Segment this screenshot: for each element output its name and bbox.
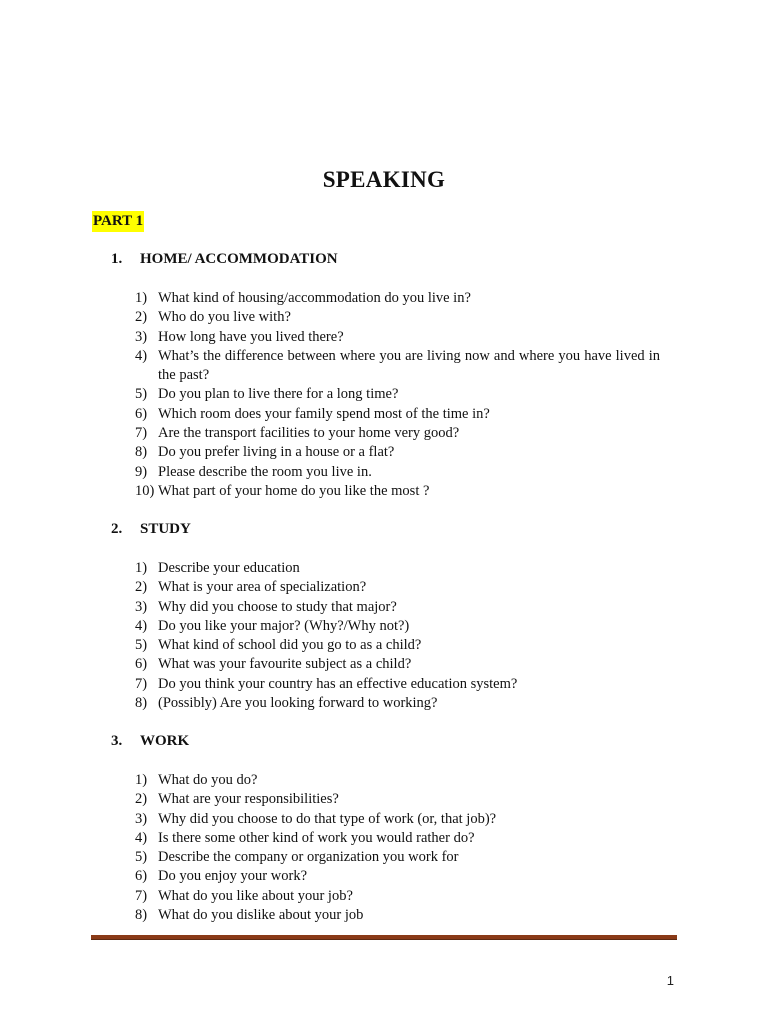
- question-number: 2): [135, 791, 148, 808]
- question-number: 8): [135, 444, 148, 461]
- question-text: (Possibly) Are you looking forward to working?: [158, 695, 438, 712]
- question-text: How long have you lived there?: [158, 328, 344, 345]
- question-text: What do you do?: [158, 772, 258, 788]
- question-text: What part of your home do you like the most ?: [158, 482, 430, 499]
- list-item: [0, 771, 768, 790]
- question-number: 6): [135, 868, 148, 885]
- question-number: 1): [135, 772, 148, 788]
- question-number: 4): [135, 829, 148, 846]
- list-item: [0, 385, 768, 404]
- question-number: 9): [135, 463, 148, 480]
- list-item: [0, 443, 768, 462]
- question-text: Do you like your major? (Why?/Why not?): [158, 617, 410, 634]
- list-item: [0, 887, 768, 906]
- part-label: PART 1: [92, 211, 144, 232]
- list-item: [0, 790, 768, 809]
- list-item: [0, 617, 768, 636]
- question-text: Describe your education: [158, 560, 300, 576]
- list-item: [0, 636, 768, 655]
- question-number: 3): [135, 328, 148, 345]
- list-item: [0, 655, 768, 674]
- question-text: What do you dislike about your job: [158, 907, 364, 924]
- question-number: 4): [135, 347, 148, 364]
- question-text: Are the transport facilities to your home very good?: [158, 425, 460, 442]
- section-heading: [111, 732, 189, 751]
- list-item: [0, 578, 768, 597]
- footer-divider: [91, 935, 677, 940]
- question-text: Do you plan to live there for a long time?: [158, 386, 399, 403]
- question-number: 5): [135, 637, 148, 654]
- list-item: [0, 347, 768, 386]
- question-text: What are your responsibilities?: [158, 791, 339, 808]
- list-item: [0, 482, 768, 501]
- list-item: [0, 424, 768, 443]
- section-title: HOME/ ACCOMMODATION: [140, 251, 338, 267]
- question-text: Do you enjoy your work?: [158, 868, 308, 885]
- section-number: 3.: [111, 733, 123, 749]
- question-number: 6): [135, 405, 148, 422]
- question-number: 5): [135, 849, 148, 866]
- question-number: 3): [135, 598, 148, 615]
- question-number: 7): [135, 887, 148, 904]
- question-text: What do you like about your job?: [158, 887, 353, 904]
- question-number: 1): [135, 290, 148, 306]
- list-item: [0, 829, 768, 848]
- question-list: [0, 289, 768, 501]
- question-text: Do you prefer living in a house or a flat?: [158, 444, 395, 461]
- list-item: [0, 848, 768, 867]
- question-number: 10): [135, 482, 155, 499]
- question-number: 2): [135, 309, 148, 326]
- question-text: What’s the difference between where you are living now and where you have lived in the past?: [158, 347, 660, 384]
- question-text: Please describe the room you live in.: [158, 463, 372, 480]
- question-number: 7): [135, 675, 148, 692]
- question-number: 3): [135, 810, 148, 827]
- list-item: [0, 867, 768, 886]
- list-item: [0, 328, 768, 347]
- question-list: [0, 771, 768, 925]
- question-number: 5): [135, 386, 148, 403]
- question-text: Is there some other kind of work you would rather do?: [158, 829, 475, 846]
- question-number: 8): [135, 695, 148, 712]
- question-text: What kind of housing/accommodation do you live in?: [158, 290, 471, 306]
- question-text: What is your area of specialization?: [158, 579, 367, 596]
- list-item: [0, 810, 768, 829]
- question-text: Why did you choose to do that type of work (or, that job)?: [158, 810, 497, 827]
- list-item: [0, 308, 768, 327]
- question-text: What was your favourite subject as a child?: [158, 656, 412, 673]
- question-text: Which room does your family spend most of the time in?: [158, 405, 490, 422]
- list-item: [0, 289, 768, 308]
- question-number: 2): [135, 579, 148, 596]
- section-heading: [111, 520, 191, 539]
- page-number: 1: [666, 973, 674, 988]
- question-number: 8): [135, 907, 148, 924]
- question-text: Who do you live with?: [158, 309, 291, 326]
- section-number: 2.: [111, 521, 123, 537]
- question-number: 1): [135, 560, 148, 576]
- list-item: [0, 598, 768, 617]
- page-title: SPEAKING: [322, 167, 446, 192]
- list-item: [0, 675, 768, 694]
- question-text: Why did you choose to study that major?: [158, 598, 397, 615]
- list-item: [0, 405, 768, 424]
- question-number: 7): [135, 425, 148, 442]
- section-title: WORK: [140, 733, 190, 749]
- section-heading: [111, 250, 338, 269]
- list-item: [0, 906, 768, 925]
- question-number: 4): [135, 617, 148, 634]
- list-item: [0, 559, 768, 578]
- list-item: [0, 463, 768, 482]
- question-text: What kind of school did you go to as a child?: [158, 637, 422, 654]
- section-title: STUDY: [140, 521, 191, 537]
- question-text: Describe the company or organization you work for: [158, 849, 459, 866]
- question-list: [0, 559, 768, 713]
- question-text: Do you think your country has an effective education system?: [158, 675, 518, 692]
- section-number: 1.: [111, 251, 123, 267]
- question-number: 6): [135, 656, 148, 673]
- list-item: [0, 694, 768, 713]
